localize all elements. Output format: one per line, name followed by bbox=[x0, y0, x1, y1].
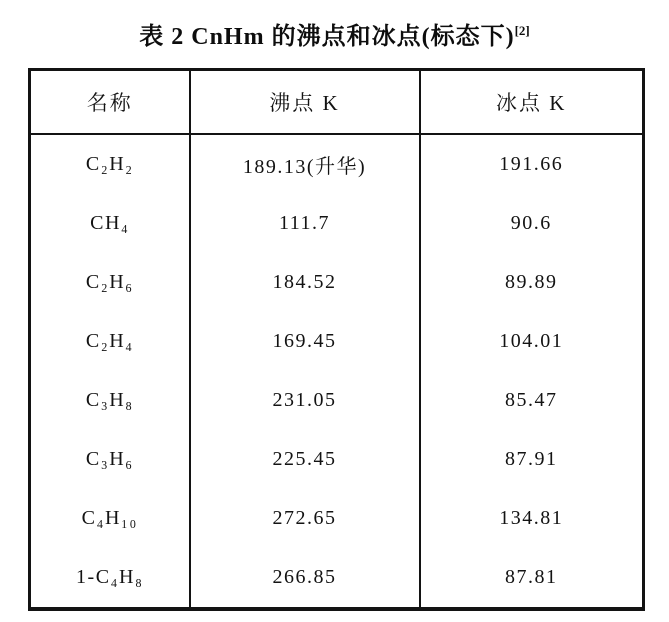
table-header-row bbox=[30, 70, 644, 135]
table-row bbox=[30, 489, 644, 548]
freezing-point-cell: 104.01 bbox=[420, 312, 644, 371]
boiling-point-cell: 189.13(升华) bbox=[190, 134, 420, 194]
boiling-point-cell: 266.85 bbox=[190, 548, 420, 609]
compound-name-cell: C₂H₂ bbox=[85, 153, 134, 175]
boiling-point-cell: 231.05 bbox=[190, 371, 420, 430]
table-row bbox=[30, 430, 644, 489]
table-caption-text: 表 2 CnHm 的沸点和冰点(标态下) bbox=[139, 24, 515, 50]
table-row bbox=[30, 371, 644, 430]
compound-name-cell: C₃H₈ bbox=[85, 389, 134, 411]
boiling-point-cell: 184.52 bbox=[190, 253, 420, 312]
table-row bbox=[30, 312, 644, 371]
boiling-point-cell: 169.45 bbox=[190, 312, 420, 371]
column-header-boiling-point: 沸点 K bbox=[190, 70, 420, 135]
freezing-point-cell: 90.6 bbox=[420, 194, 644, 253]
freezing-point-cell: 85.47 bbox=[420, 371, 644, 430]
boiling-freezing-point-table bbox=[28, 68, 645, 611]
compound-name-cell: 1-C₄H₈ bbox=[76, 566, 144, 588]
column-header-freezing-point: 冰点 K bbox=[420, 70, 644, 135]
freezing-point-cell: 134.81 bbox=[420, 489, 644, 548]
compound-name-cell: C₄H₁₀ bbox=[81, 507, 138, 529]
table-row bbox=[30, 253, 644, 312]
freezing-point-cell: 87.91 bbox=[420, 430, 644, 489]
freezing-point-cell: 87.81 bbox=[420, 548, 644, 609]
boiling-point-cell: 272.65 bbox=[190, 489, 420, 548]
table-body bbox=[30, 134, 644, 609]
table-caption bbox=[0, 16, 669, 51]
citation-reference: [2] bbox=[514, 23, 530, 38]
boiling-point-cell: 225.45 bbox=[190, 430, 420, 489]
table-row bbox=[30, 134, 644, 194]
compound-name-cell: CH₄ bbox=[90, 212, 130, 234]
compound-name-cell: C₃H₆ bbox=[85, 448, 134, 470]
table-row bbox=[30, 194, 644, 253]
compound-name-cell: C₂H₄ bbox=[85, 330, 134, 352]
column-header-name: 名称 bbox=[30, 70, 190, 135]
freezing-point-cell: 89.89 bbox=[420, 253, 644, 312]
boiling-point-cell: 111.7 bbox=[190, 194, 420, 253]
compound-name-cell: C₂H₆ bbox=[85, 271, 134, 293]
freezing-point-cell: 191.66 bbox=[420, 134, 644, 194]
table-row bbox=[30, 548, 644, 609]
